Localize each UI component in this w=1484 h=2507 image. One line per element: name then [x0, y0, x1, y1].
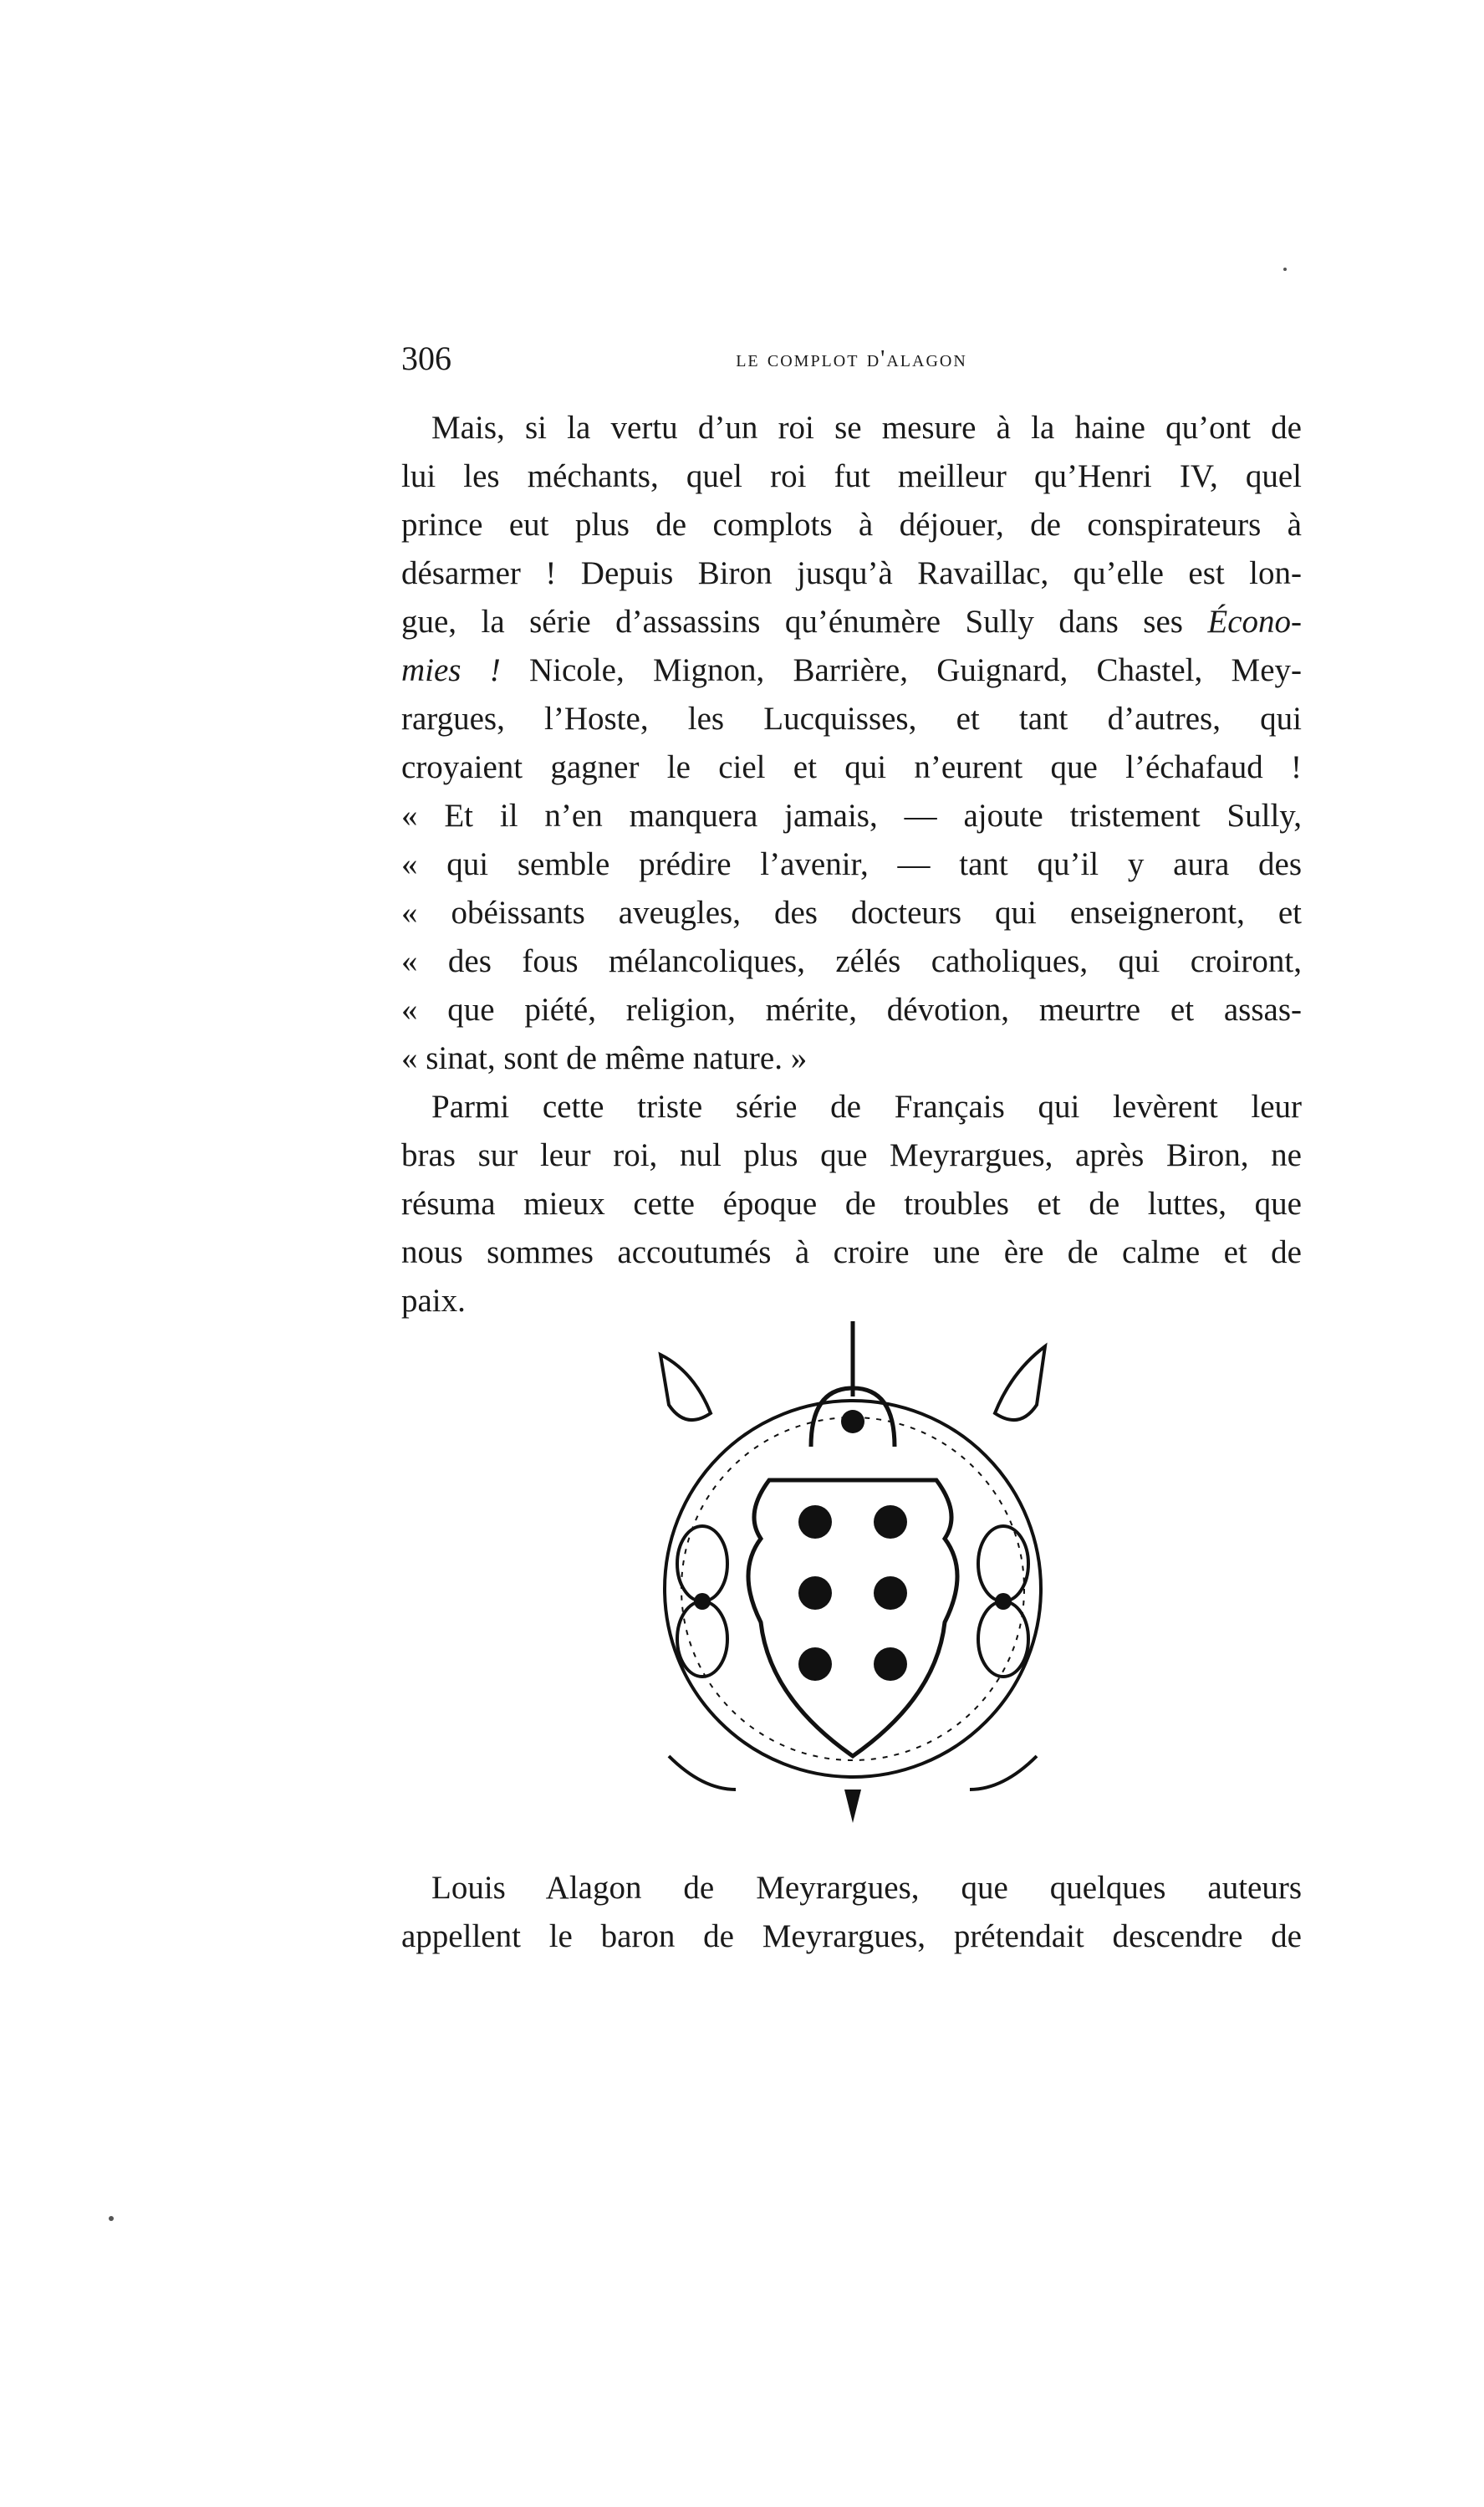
scan-speck: [1283, 268, 1287, 271]
running-header: [401, 339, 1302, 380]
text-line: désarmer ! Depuis Biron jusqu’à Ravaillac, qu’elle est lon-: [401, 555, 1302, 591]
coat-of-arms-emblem: [635, 1321, 1070, 1856]
text-line: mies ! Nicole, Mignon, Barrière, Guignard, Chastel, Mey-: [401, 652, 1302, 688]
quote-line: « des fous mélancoliques, zélés catholiques, qui croiront,: [401, 943, 1302, 979]
text-line: paix.: [401, 1283, 466, 1319]
running-title: le complot d'alagon: [736, 345, 967, 372]
final-paragraph: [401, 1864, 1302, 1961]
text-line: croyaient gagner le ciel et qui n’eurent que l’échafaud !: [401, 749, 1302, 785]
body-text: [401, 404, 1302, 1325]
text-line: résuma mieux cette époque de troubles et de luttes, que: [401, 1186, 1302, 1222]
quote-line: « obéissants aveugles, des docteurs qui enseigneront, et: [401, 895, 1302, 931]
quote-line: « que piété, religion, mérite, dévotion, meurtre et assas-: [401, 992, 1302, 1028]
quote-line: « sinat, sont de même nature. »: [401, 1040, 808, 1076]
text-line: gue, la série d’assassins qu’énumère Sully dans ses Écono-: [401, 604, 1302, 640]
text-line: Parmi cette triste série de Français qui levèrent leur: [431, 1089, 1302, 1125]
page-number: 306: [401, 340, 451, 377]
quote-line: « Et il n’en manquera jamais, — ajoute tristement Sully,: [401, 798, 1302, 834]
text-line: lui les méchants, quel roi fut meilleur qu’Henri IV, quel: [401, 458, 1302, 494]
text-line: Louis Alagon de Meyrargues, que quelques auteurs: [431, 1870, 1302, 1906]
text-line: nous sommes accoutumés à croire une ère de calme et de: [401, 1234, 1302, 1270]
scan-speck: [109, 2216, 114, 2221]
quote-line: « qui semble prédire l’avenir, — tant qu’il y aura des: [401, 846, 1302, 882]
text-line: rargues, l’Hoste, les Lucquisses, et tant d’autres, qui: [401, 701, 1302, 737]
text-line: Mais, si la vertu d’un roi se mesure à la haine qu’ont de: [431, 410, 1302, 446]
text-line: bras sur leur roi, nul plus que Meyrargues, après Biron, ne: [401, 1137, 1302, 1173]
text-line: prince eut plus de complots à déjouer, de conspirateurs à: [401, 507, 1302, 543]
italic-word: Écono-: [1207, 604, 1302, 640]
text-line: appellent le baron de Meyrargues, prétendait descendre de: [401, 1918, 1302, 1954]
